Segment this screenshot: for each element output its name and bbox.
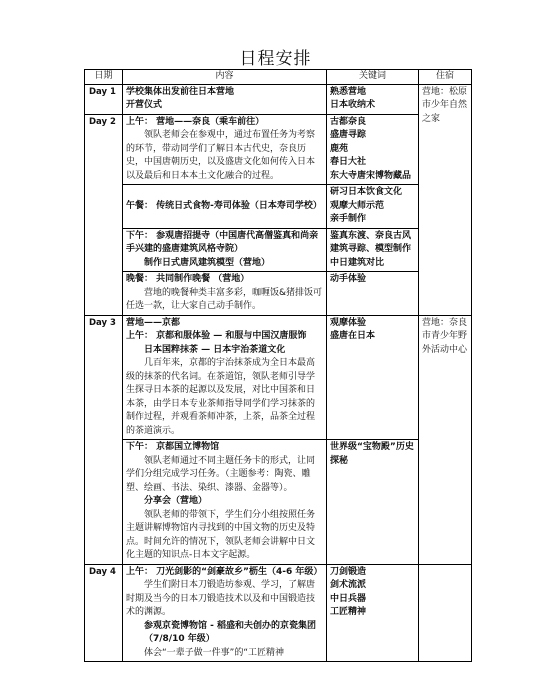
- day4-morning-keywords: [327, 564, 419, 662]
- segment-heading: 下午： 京都国立博物馆: [126, 442, 220, 452]
- day2-afternoon: [123, 228, 327, 272]
- keyword: 建筑寻踪、模型制作: [330, 244, 412, 254]
- keyword: 熟悉营地: [330, 86, 367, 97]
- header-stay: 住宿: [419, 70, 472, 85]
- keyword: 东大寺唐宋博物藏品: [330, 170, 412, 181]
- keyword: 刀剑锻造: [330, 566, 367, 577]
- keyword: 古都奈良: [330, 116, 367, 127]
- day3-stay: 营地：奈良市青少年野外活动中心: [419, 315, 472, 564]
- keyword: 观摩大师示范: [330, 200, 385, 211]
- day1-content-line: 开营仪式: [126, 100, 163, 110]
- header-content: 内容: [123, 70, 327, 85]
- segment-heading: 上午： 营地——奈良（乘车前往）: [126, 116, 265, 127]
- day-label: Day 3: [85, 315, 123, 564]
- day2-afternoon-keywords: [327, 228, 419, 272]
- segment-subheading: 分享会（营地）: [144, 496, 208, 506]
- header-date: 日期: [85, 70, 123, 85]
- segment-heading: 营地——京都: [126, 317, 181, 328]
- segment-heading: 上午： 京都和服体验 — 和服与中国汉唐服饰: [126, 331, 307, 341]
- table-row: [85, 440, 472, 565]
- day3-afternoon: [123, 440, 327, 565]
- table-row: [85, 315, 472, 440]
- day4-morning: [123, 564, 327, 662]
- day2-morning-keywords: [327, 114, 419, 185]
- keyword: 盛唐寻踪: [330, 130, 367, 140]
- day2-morning: [123, 114, 327, 185]
- schedule-table: [84, 69, 472, 662]
- segment-heading: 下午： 参观唐招提寺（中国唐代高僧鉴真和尚亲手兴建的盛唐建筑风格寺院）: [126, 230, 319, 254]
- day1-content: [123, 84, 327, 114]
- segment-subheading: 制作日式唐风建筑模型（营地）: [144, 257, 271, 268]
- segment-body: 几百年来，京都的宇治抹茶成为全日本最高级的抹茶的代名词。在茶道馆，领队老师引导学生探寻日本茶的起源以及发展，对比中国茶和日本茶，由学日本专业茶师指导同学们学习抹茶的制作过程，并观看茶师冲茶，上茶，品茶全过程的茶道演示。: [126, 358, 316, 436]
- keyword: 亲手制作: [330, 214, 367, 224]
- header-keywords: 关键词: [327, 70, 419, 85]
- segment-body: 营地的晚餐种类丰富多彩，咖喱饭&猪排饭可任选一款，让大家自己动手制作。: [126, 287, 323, 311]
- day3-morning-keywords: [327, 315, 419, 440]
- table-row: [85, 564, 472, 662]
- segment-subheading: 参观京瓷博物馆 - 稻盛和夫创办的京瓷集团（7/8/10 年级）: [144, 620, 317, 644]
- day2-lunch: [123, 185, 327, 229]
- keyword: 春日大社: [330, 157, 367, 167]
- table-row: [85, 272, 472, 316]
- keyword: 日本收纳术: [330, 100, 376, 110]
- table-header-row: [85, 70, 472, 85]
- keyword: 鹿苑: [330, 143, 349, 154]
- day-label: Day 1: [85, 84, 123, 114]
- segment-body: 学生们附日本刀锻造坊参观、学习，了解唐时期及当今的日本刀锻造技术以及和中国锻造技术的渊源。: [126, 580, 316, 617]
- day1-keywords: [327, 84, 419, 114]
- keyword: 鉴真东渡、奈良古风: [330, 230, 412, 241]
- day3-afternoon-keywords: [327, 440, 419, 565]
- keyword: 观摩体验: [330, 317, 367, 328]
- day2-dinner: [123, 272, 327, 316]
- keyword: 中日兵器: [330, 593, 367, 604]
- keyword: 工匠精神: [330, 607, 367, 617]
- segment-heading: 午餐： 传统日式食物-寿司体验（日本寿司学校）: [126, 200, 322, 211]
- keyword: 动手体验: [330, 274, 367, 284]
- keyword: 研习日本饮食文化: [330, 187, 403, 197]
- day4-stay: [419, 564, 472, 662]
- day-label: Day 4: [85, 564, 123, 662]
- day1-content-line: 学校集体出发前往日本营地: [126, 86, 235, 97]
- day3-morning: [123, 315, 327, 440]
- segment-body: 领队老师通过不同主题任务卡的形式，让同学们分组完成学习任务。（主题参考：陶瓷、雕塑、绘画、书法、染织、漆器、金器等）。: [126, 455, 316, 493]
- segment-body: 体会“一辈子做一件事”的“工匠精神: [144, 647, 284, 658]
- table-row: [85, 114, 472, 185]
- table-row: [85, 185, 472, 229]
- segment-heading: 上午： 刀光剑影的“剑豪故乡”枥生（4-6 年级）: [126, 566, 323, 577]
- day2-lunch-keywords: [327, 185, 419, 229]
- table-row: [85, 228, 472, 272]
- keyword: 世界级“宝物殿”历史探秘: [330, 442, 414, 466]
- segment-body: 领队老师会在参观中，通过布置任务为考察的环节，带动同学们了解日本古代史，奈良历史，中国唐朝历史，以及盛唐文化如何传入日本以及最后和日本本土文化融合的过程。: [126, 130, 316, 181]
- day2-dinner-keywords: [327, 272, 419, 316]
- keyword: 中日建筑对比: [330, 257, 385, 268]
- day1-stay: 营地：松原市少年自然之家: [419, 84, 472, 315]
- segment-body: 领队老师的带领下，学生们分小组按照任务主题讲解博物馆内寻找到的中国文物的历史及特点。时间允许的情况下，领队老师会讲解中日文化主题的知识点-日本文字起源。: [126, 509, 316, 560]
- segment-subheading: 日本国粹抹茶 — 日本宇治茶道文化: [144, 344, 286, 355]
- day-label: Day 2: [85, 114, 123, 315]
- page-title: 日程安排: [239, 49, 312, 69]
- table-row: [85, 84, 472, 114]
- keyword: 盛唐在日本: [330, 331, 376, 341]
- segment-heading: 晚餐： 共同制作晚餐 （营地）: [126, 274, 250, 284]
- keyword: 剑术流派: [330, 580, 367, 590]
